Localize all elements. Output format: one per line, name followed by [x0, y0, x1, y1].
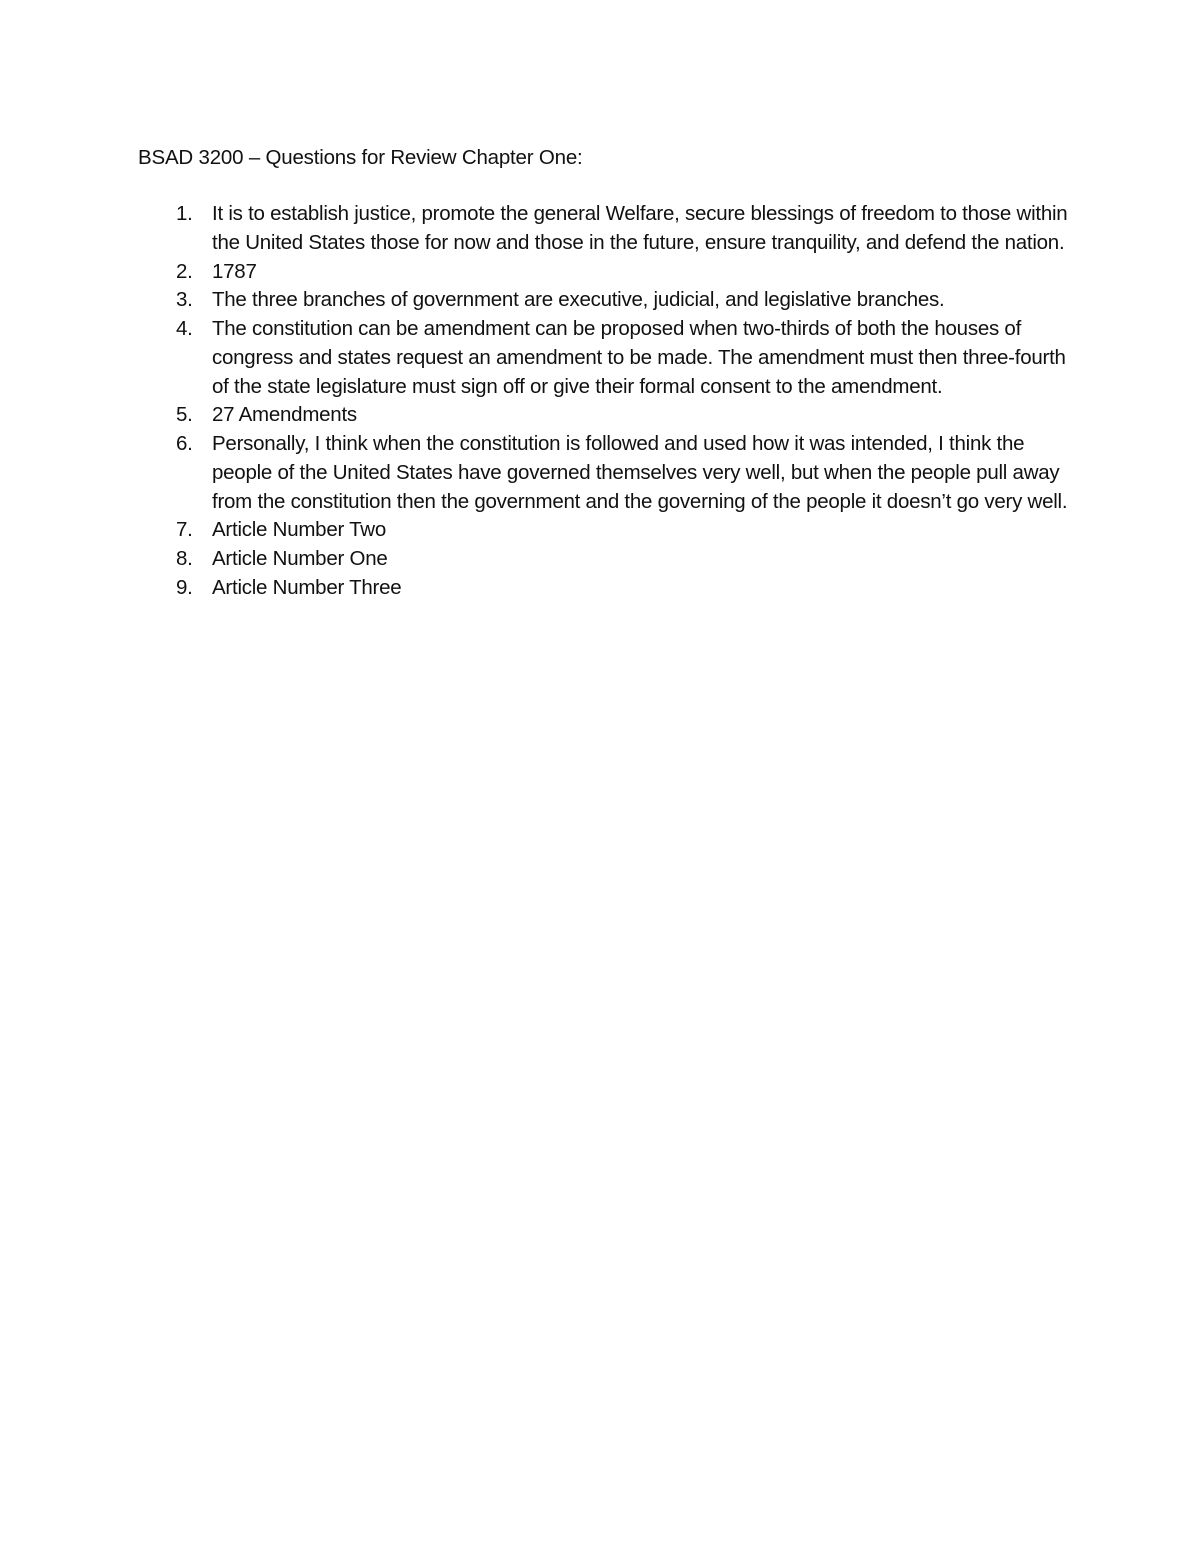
answer-number: 5.: [176, 403, 193, 427]
answer-text: Personally, I think when the constitution is followed and used how it was intended, I think the people of the United States have governed themselves very well, but when the people pull away from the constitution then the government and the governing of the people it doesn’t go very well.: [212, 432, 1068, 513]
document-title: BSAD 3200 – Questions for Review Chapter One:: [138, 146, 583, 169]
answer-number: 3.: [176, 288, 193, 312]
answer-text: The three branches of government are executive, judicial, and legislative branches.: [212, 288, 945, 312]
answer-text: The constitution can be amendment can be proposed when two-thirds of both the houses of congress and states request an amendment to be made. The amendment must then three-fourth of the state legislature must sign off or give their formal consent to the amendment.: [212, 317, 1066, 398]
answer-list: [138, 200, 1068, 603]
answer-text: It is to establish justice, promote the general Welfare, secure blessings of freedom to those within the United States those for now and those in the future, ensure tranquility, and defend the nation.: [212, 202, 1068, 254]
answer-item: [138, 516, 1068, 545]
answer-number: 6.: [176, 432, 193, 455]
answer-text: Article Number One: [212, 547, 388, 570]
answer-item: [138, 315, 1068, 401]
answer-number: 1.: [176, 202, 193, 225]
answer-item: [138, 200, 1068, 258]
answer-item: [138, 574, 1068, 603]
answer-text: Article Number Two: [212, 518, 386, 542]
answer-text: Article Number Three: [212, 575, 402, 599]
answer-number: 9.: [176, 575, 193, 599]
answer-item: [138, 286, 1068, 315]
answer-number: 4.: [176, 317, 193, 340]
answer-item: [138, 258, 1068, 287]
answer-item: [138, 545, 1068, 574]
answer-text: 27 Amendments: [212, 403, 357, 427]
answer-item: [138, 401, 1068, 430]
answer-text: 1787: [212, 259, 257, 283]
answer-number: 7.: [176, 518, 193, 542]
answer-item: [138, 430, 1068, 516]
answer-number: 8.: [176, 547, 193, 570]
answer-number: 2.: [176, 259, 193, 283]
